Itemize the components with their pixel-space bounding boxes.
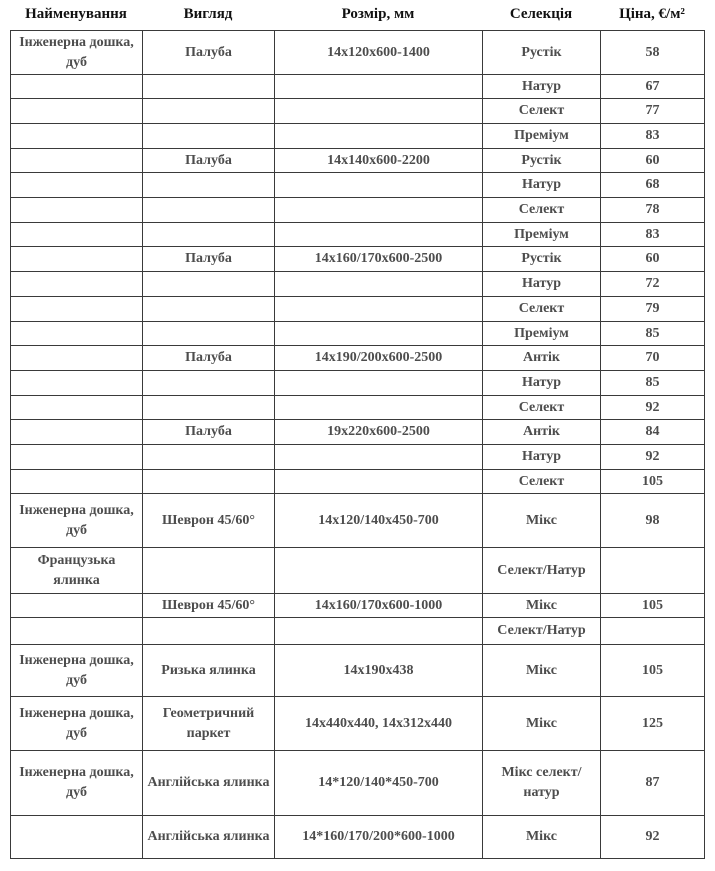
- cell-name: [11, 594, 143, 618]
- cell-size: [275, 445, 483, 470]
- cell-size: [275, 548, 483, 594]
- cell-price: 92: [601, 816, 705, 859]
- cell-price: 87: [601, 751, 705, 816]
- cell-size: [275, 99, 483, 124]
- cell-size: 19x220x600-2500: [275, 420, 483, 445]
- cell-selection: Селект: [483, 396, 601, 420]
- table-row: [11, 697, 705, 751]
- price-table: [10, 30, 705, 859]
- cell-size: 14x140x600-2200: [275, 149, 483, 173]
- header-selection: Селекція: [509, 6, 573, 22]
- cell-selection: Натур: [483, 445, 601, 470]
- cell-selection: Селект: [483, 198, 601, 223]
- cell-view: [143, 396, 275, 420]
- cell-name: [11, 149, 143, 173]
- cell-name: Інженерна дошка, дуб: [11, 645, 143, 697]
- table-row: [11, 445, 705, 470]
- cell-name: [11, 445, 143, 470]
- cell-size: 14x190/200x600-2500: [275, 346, 483, 371]
- cell-view: [143, 75, 275, 99]
- cell-name: [11, 346, 143, 371]
- cell-size: 14x120x600-1400: [275, 31, 483, 75]
- cell-price: 72: [601, 272, 705, 297]
- table-row: [11, 31, 705, 75]
- cell-size: [275, 322, 483, 346]
- cell-selection: Селект/Натур: [483, 618, 601, 645]
- table-row: [11, 124, 705, 149]
- cell-selection: Натур: [483, 272, 601, 297]
- cell-view: Палуба: [143, 31, 275, 75]
- cell-price: 83: [601, 124, 705, 149]
- cell-name: [11, 124, 143, 149]
- cell-name: [11, 618, 143, 645]
- cell-size: [275, 618, 483, 645]
- cell-price: 85: [601, 371, 705, 396]
- cell-selection: Селект: [483, 99, 601, 124]
- cell-price: 105: [601, 645, 705, 697]
- cell-price: 78: [601, 198, 705, 223]
- cell-view: Палуба: [143, 420, 275, 445]
- table-row: [11, 751, 705, 816]
- cell-selection: Рустік: [483, 149, 601, 173]
- cell-price: 60: [601, 247, 705, 272]
- table-row: [11, 816, 705, 859]
- cell-selection: Селект: [483, 470, 601, 494]
- cell-price: 60: [601, 149, 705, 173]
- cell-view: [143, 371, 275, 396]
- cell-view: [143, 322, 275, 346]
- cell-view: [143, 99, 275, 124]
- cell-selection: Рустік: [483, 247, 601, 272]
- table-row: [11, 618, 705, 645]
- cell-view: Ризька ялинка: [143, 645, 275, 697]
- cell-name: [11, 816, 143, 859]
- cell-selection: Мікс: [483, 645, 601, 697]
- cell-name: [11, 297, 143, 322]
- cell-name: Французька ялинка: [11, 548, 143, 594]
- cell-price: 98: [601, 494, 705, 548]
- cell-view: Англійська ялинка: [143, 816, 275, 859]
- cell-size: 14x160/170x600-1000: [275, 594, 483, 618]
- cell-name: [11, 420, 143, 445]
- cell-selection: Антік: [483, 346, 601, 371]
- table-row: [11, 75, 705, 99]
- cell-price: 85: [601, 322, 705, 346]
- cell-name: [11, 396, 143, 420]
- header-view: Вигляд: [183, 6, 233, 22]
- table-row: [11, 247, 705, 272]
- cell-name: Інженерна дошка, дуб: [11, 31, 143, 75]
- cell-size: [275, 396, 483, 420]
- cell-name: [11, 247, 143, 272]
- cell-selection: Селект/Натур: [483, 548, 601, 594]
- table-row: [11, 470, 705, 494]
- cell-size: [275, 173, 483, 198]
- cell-size: 14x120/140x450-700: [275, 494, 483, 548]
- cell-price: [601, 618, 705, 645]
- cell-price: 77: [601, 99, 705, 124]
- cell-selection: Мікс селект/ натур: [483, 751, 601, 816]
- table-row: [11, 420, 705, 445]
- table-header: [10, 6, 704, 30]
- cell-name: [11, 198, 143, 223]
- cell-price: 83: [601, 223, 705, 247]
- cell-view: Палуба: [143, 149, 275, 173]
- cell-price: 58: [601, 31, 705, 75]
- table-row: [11, 494, 705, 548]
- cell-selection: Натур: [483, 75, 601, 99]
- cell-selection: Мікс: [483, 816, 601, 859]
- header-price: Ціна, €/м²: [619, 6, 685, 22]
- cell-selection: Натур: [483, 371, 601, 396]
- header-name: Найменування: [25, 6, 127, 22]
- cell-name: Інженерна дошка, дуб: [11, 494, 143, 548]
- cell-size: [275, 198, 483, 223]
- cell-size: 14x190x438: [275, 645, 483, 697]
- header-size: Розмір, мм: [341, 6, 415, 22]
- cell-size: [275, 470, 483, 494]
- cell-price: 105: [601, 594, 705, 618]
- cell-name: [11, 223, 143, 247]
- cell-view: Геометричний паркет: [143, 697, 275, 751]
- cell-name: Інженерна дошка, дуб: [11, 697, 143, 751]
- cell-view: [143, 124, 275, 149]
- cell-name: [11, 322, 143, 346]
- cell-name: [11, 173, 143, 198]
- cell-selection: Преміум: [483, 223, 601, 247]
- cell-price: 67: [601, 75, 705, 99]
- cell-selection: Мікс: [483, 697, 601, 751]
- cell-price: 92: [601, 396, 705, 420]
- cell-view: [143, 223, 275, 247]
- cell-name: [11, 75, 143, 99]
- table-row: [11, 548, 705, 594]
- cell-view: [143, 618, 275, 645]
- cell-selection: Преміум: [483, 124, 601, 149]
- cell-price: [601, 548, 705, 594]
- cell-price: 84: [601, 420, 705, 445]
- table-row: [11, 346, 705, 371]
- cell-size: 14*120/140*450-700: [275, 751, 483, 816]
- table-row: [11, 322, 705, 346]
- cell-name: Інженерна дошка, дуб: [11, 751, 143, 816]
- cell-name: [11, 272, 143, 297]
- table-row: [11, 99, 705, 124]
- cell-price: 125: [601, 697, 705, 751]
- cell-name: [11, 371, 143, 396]
- cell-view: [143, 272, 275, 297]
- cell-price: 79: [601, 297, 705, 322]
- cell-size: [275, 223, 483, 247]
- cell-selection: Антік: [483, 420, 601, 445]
- price-table-body: [11, 31, 705, 859]
- table-row: [11, 173, 705, 198]
- cell-selection: Рустік: [483, 31, 601, 75]
- cell-price: 68: [601, 173, 705, 198]
- cell-name: [11, 470, 143, 494]
- cell-name: [11, 99, 143, 124]
- cell-selection: Преміум: [483, 322, 601, 346]
- cell-view: [143, 445, 275, 470]
- cell-selection: Мікс: [483, 594, 601, 618]
- cell-price: 70: [601, 346, 705, 371]
- table-row: [11, 594, 705, 618]
- cell-selection: Натур: [483, 173, 601, 198]
- cell-size: [275, 297, 483, 322]
- cell-size: 14x160/170x600-2500: [275, 247, 483, 272]
- table-row: [11, 297, 705, 322]
- cell-size: [275, 75, 483, 99]
- table-row: [11, 371, 705, 396]
- cell-size: [275, 124, 483, 149]
- cell-selection: Селект: [483, 297, 601, 322]
- table-row: [11, 149, 705, 173]
- cell-view: [143, 173, 275, 198]
- cell-price: 92: [601, 445, 705, 470]
- cell-size: 14*160/170/200*600-1000: [275, 816, 483, 859]
- cell-selection: Мікс: [483, 494, 601, 548]
- cell-view: [143, 198, 275, 223]
- cell-size: [275, 371, 483, 396]
- cell-size: 14x440x440, 14x312x440: [275, 697, 483, 751]
- table-row: [11, 396, 705, 420]
- table-row: [11, 645, 705, 697]
- cell-view: [143, 297, 275, 322]
- table-row: [11, 223, 705, 247]
- cell-view: [143, 548, 275, 594]
- table-row: [11, 198, 705, 223]
- cell-view: Палуба: [143, 247, 275, 272]
- cell-size: [275, 272, 483, 297]
- cell-price: 105: [601, 470, 705, 494]
- table-row: [11, 272, 705, 297]
- cell-view: [143, 470, 275, 494]
- cell-view: Шеврон 45/60°: [143, 494, 275, 548]
- cell-view: Англійська ялинка: [143, 751, 275, 816]
- cell-view: Палуба: [143, 346, 275, 371]
- cell-view: Шеврон 45/60°: [143, 594, 275, 618]
